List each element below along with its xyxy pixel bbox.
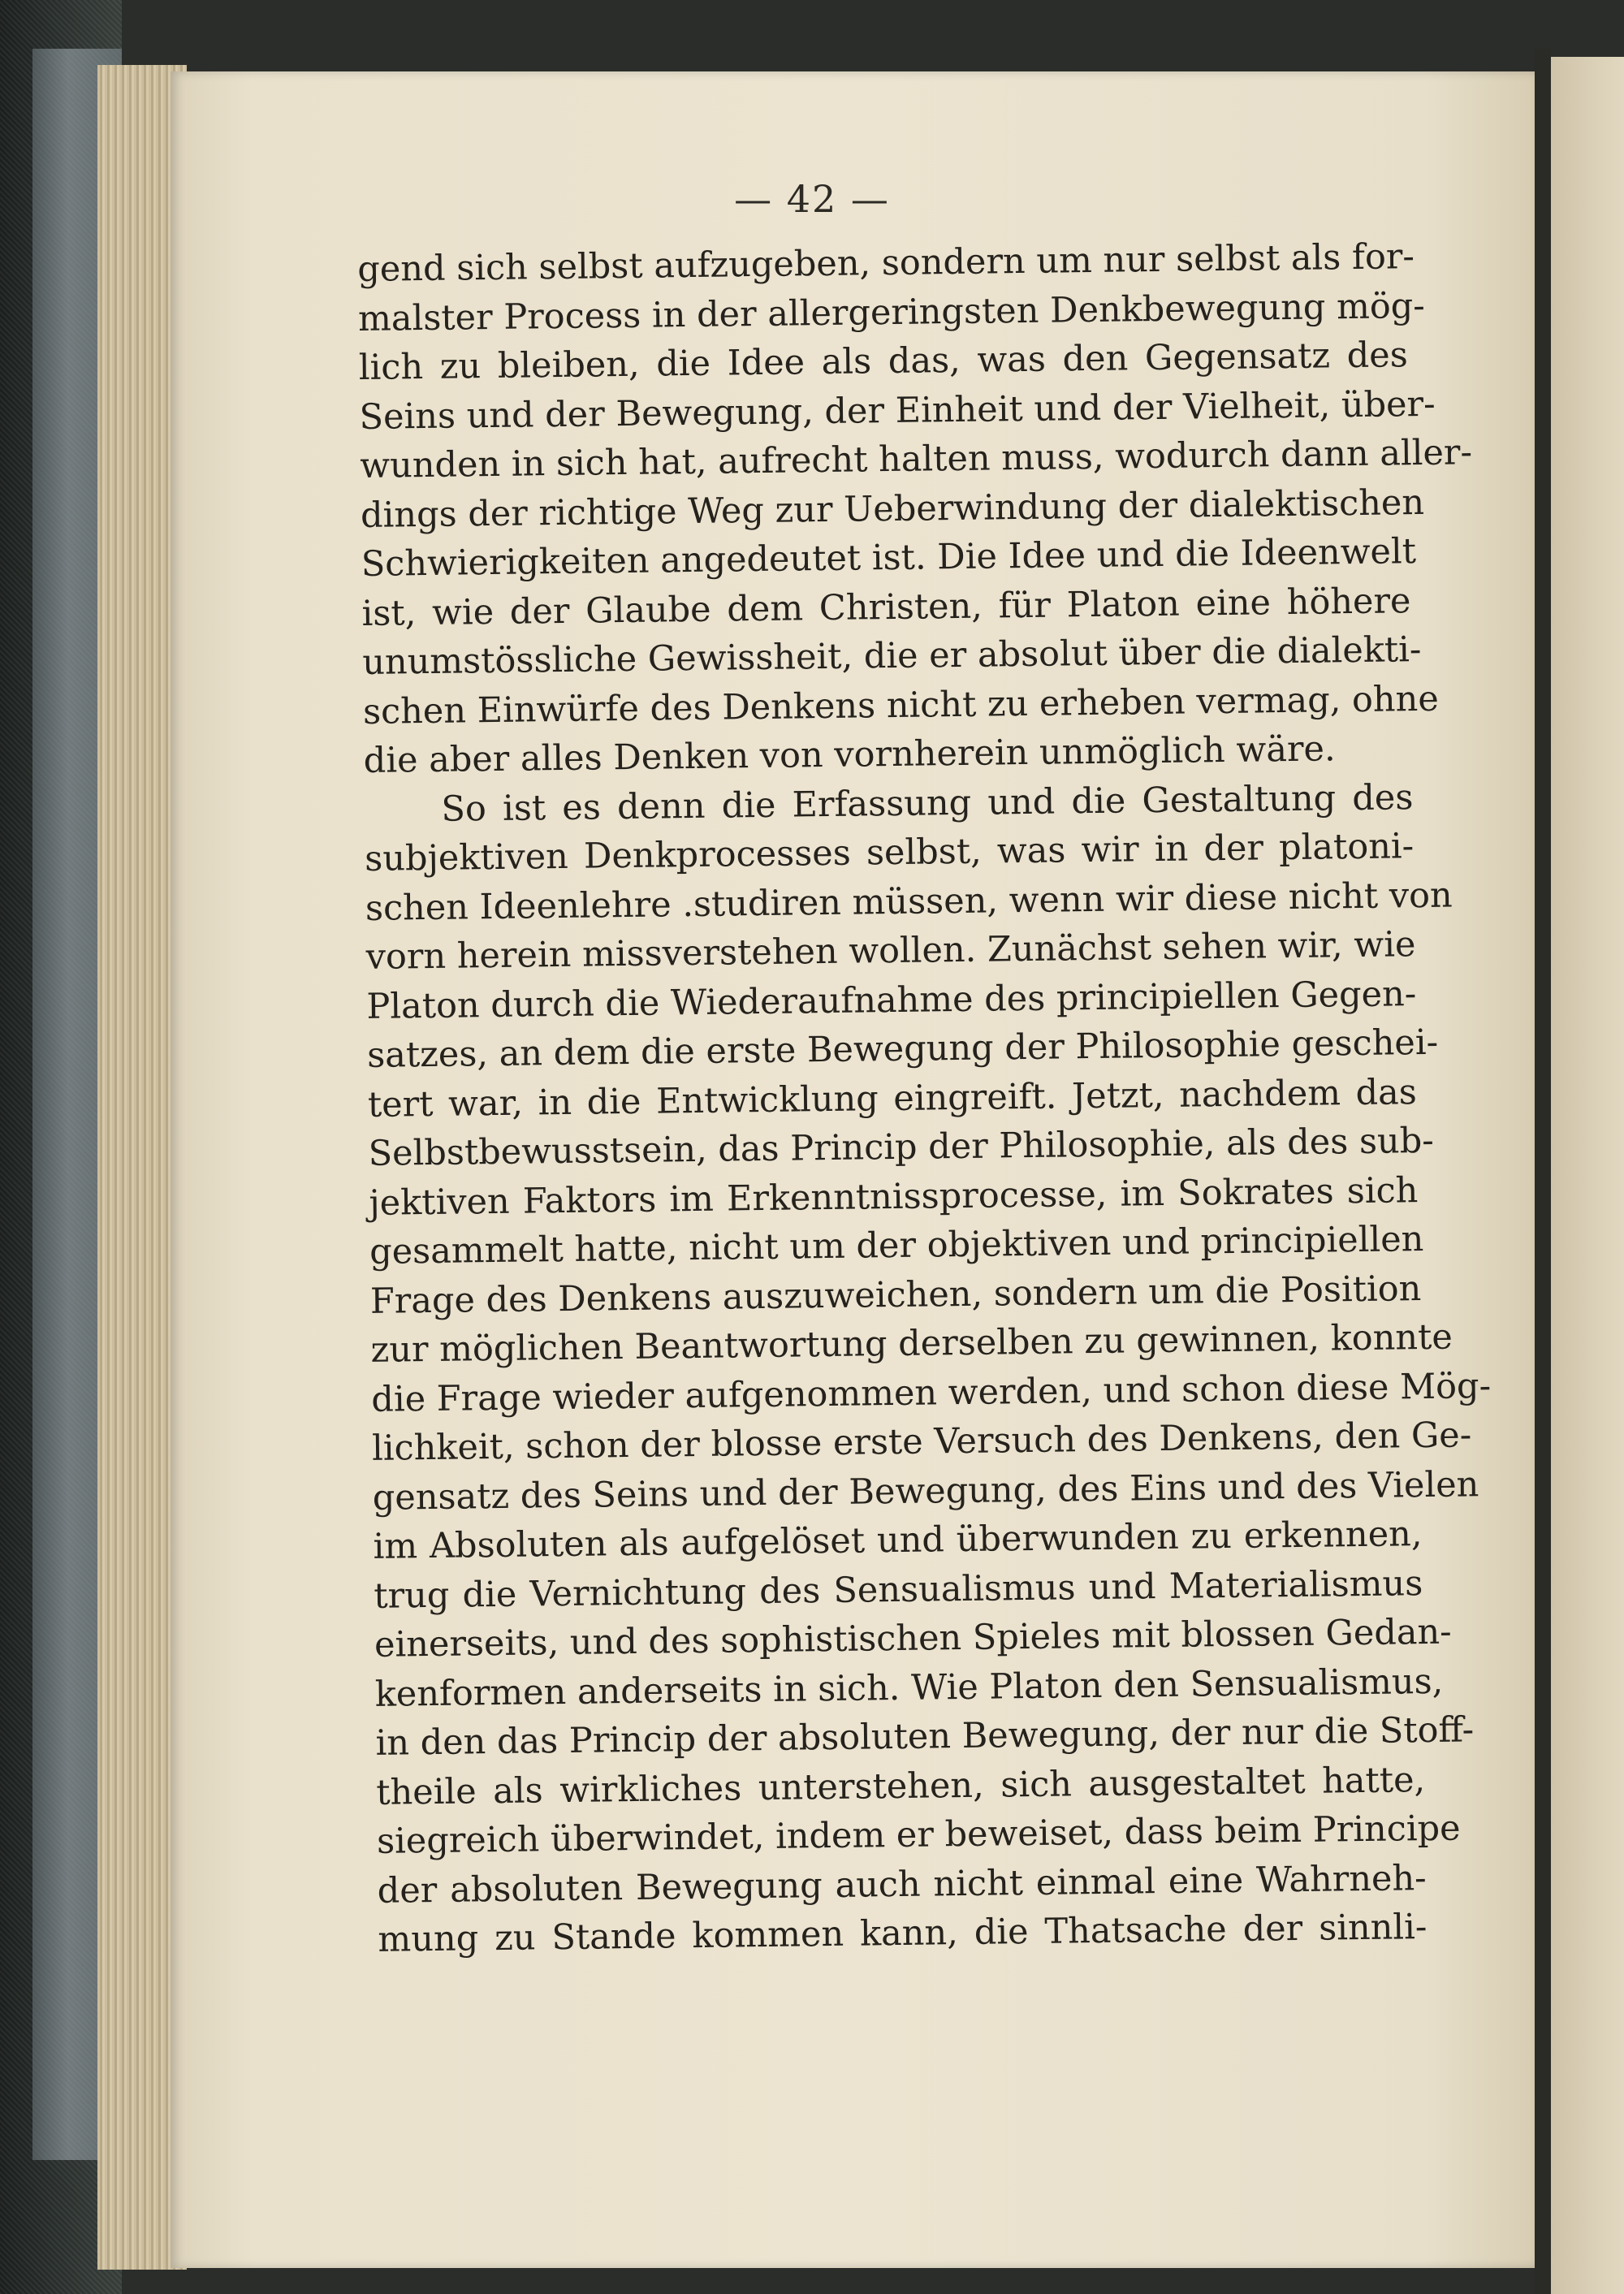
text-line: die aber alles Denken von vornherein unmöglich wäre. [363,728,1336,781]
text-line: Selbstbewusstsein, das Princip der Philosophie, als des sub- [368,1120,1435,1174]
text-line: malster Process in der allergeringsten Denkbewegung mög- [357,285,1426,339]
text-line: tert war, in die Entwicklung eingreift. Jetzt, nachdem das [367,1071,1418,1125]
text-line: Seins und der Bewegung, der Einheit und der Vielheit, über- [359,383,1436,438]
text-line: Platon durch die Wiederaufnahme des principiellen Gegen- [366,973,1417,1027]
paragraph-start-line: So ist es denn die Erfassung und die Gestaltung des [441,776,1414,830]
text-line: schen Einwürfe des Denkens nicht zu erheben vermag, ohne [362,678,1440,732]
text-line: die Frage wieder aufgenommen werden, und schon diese Mög- [371,1365,1492,1420]
text-line: siegreich überwindet, indem er beweiset, dass beim Principe [376,1808,1461,1862]
text-line: gensatz des Seins und der Bewegung, des Eins und des Vielen [372,1463,1479,1519]
text-line: kenformen anderseits in sich. Wie Platon den Sensualismus, [374,1661,1444,1715]
text-line: lich zu bleiben, die Idee als das, was den Gegensatz des [358,335,1409,388]
text-line: jektiven Faktors im Erkenntnissprocesse, im Sokrates sich [369,1169,1419,1224]
page-gutter [1535,49,1551,2294]
text-line: lichkeit, schon der blosse erste Versuch des Denkens, den Ge- [371,1415,1472,1469]
text-line: theile als wirkliches unterstehen, sich ausgestaltet hatte, [375,1759,1426,1813]
text-line: schen Ideenlehre .studiren müssen, wenn wir diese nicht von [365,875,1453,929]
text-line: satzes, an dem die erste Bewegung der Philosophie geschei- [366,1022,1439,1076]
text-line: in den das Princip der absoluten Bewegung, der nur die Stoff- [375,1709,1475,1764]
text-line: zur möglichen Beantwortung derselben zu gewinnen, konnte [370,1316,1453,1371]
text-line: ist, wie der Glaube dem Christen, für Platon eine höhere [361,580,1411,634]
body-text [357,232,1492,1964]
adjacent-page-edge [1551,57,1624,2294]
text-line: gend sich selbst aufzugeben, sondern um nur selbst als for- [357,236,1415,290]
text-line: trug die Vernichtung des Sensualismus und Materialismus [374,1562,1423,1617]
text-line: subjektiven Denkprocesses selbst, was wir in der platoni- [364,826,1415,879]
text-line: mung zu Stande kommen kann, die Thatsache der sinnli- [378,1907,1427,1960]
text-line: wunden in sich hat, aufrecht halten muss, wodurch dann aller- [360,432,1473,486]
text-line: dings der richtige Weg zur Ueberwindung der dialektischen [360,482,1425,536]
text-line: Frage des Denkens auszuweichen, sondern um die Position [369,1268,1422,1322]
text-line: Schwierigkeiten angedeutet ist. Die Idee und die Ideenwelt [361,531,1417,585]
text-line: einerseits, und des sophistischen Spieles mit blossen Gedan- [374,1611,1452,1665]
text-line: vorn herein missverstehen wollen. Zunächst sehen wir, wie [365,924,1416,978]
text-line: der absoluten Bewegung auch nicht einmal eine Wahrneh- [377,1857,1427,1912]
text-line: gesammelt hatte, nicht um der objektiven und principiellen [369,1219,1424,1272]
text-line: unumstössliche Gewissheit, die er absolut über die dialekti- [361,629,1422,683]
page-number: — 42 — [734,177,890,221]
text-line: im Absoluten als aufgelöset und überwunden zu erkennen, [373,1514,1423,1567]
